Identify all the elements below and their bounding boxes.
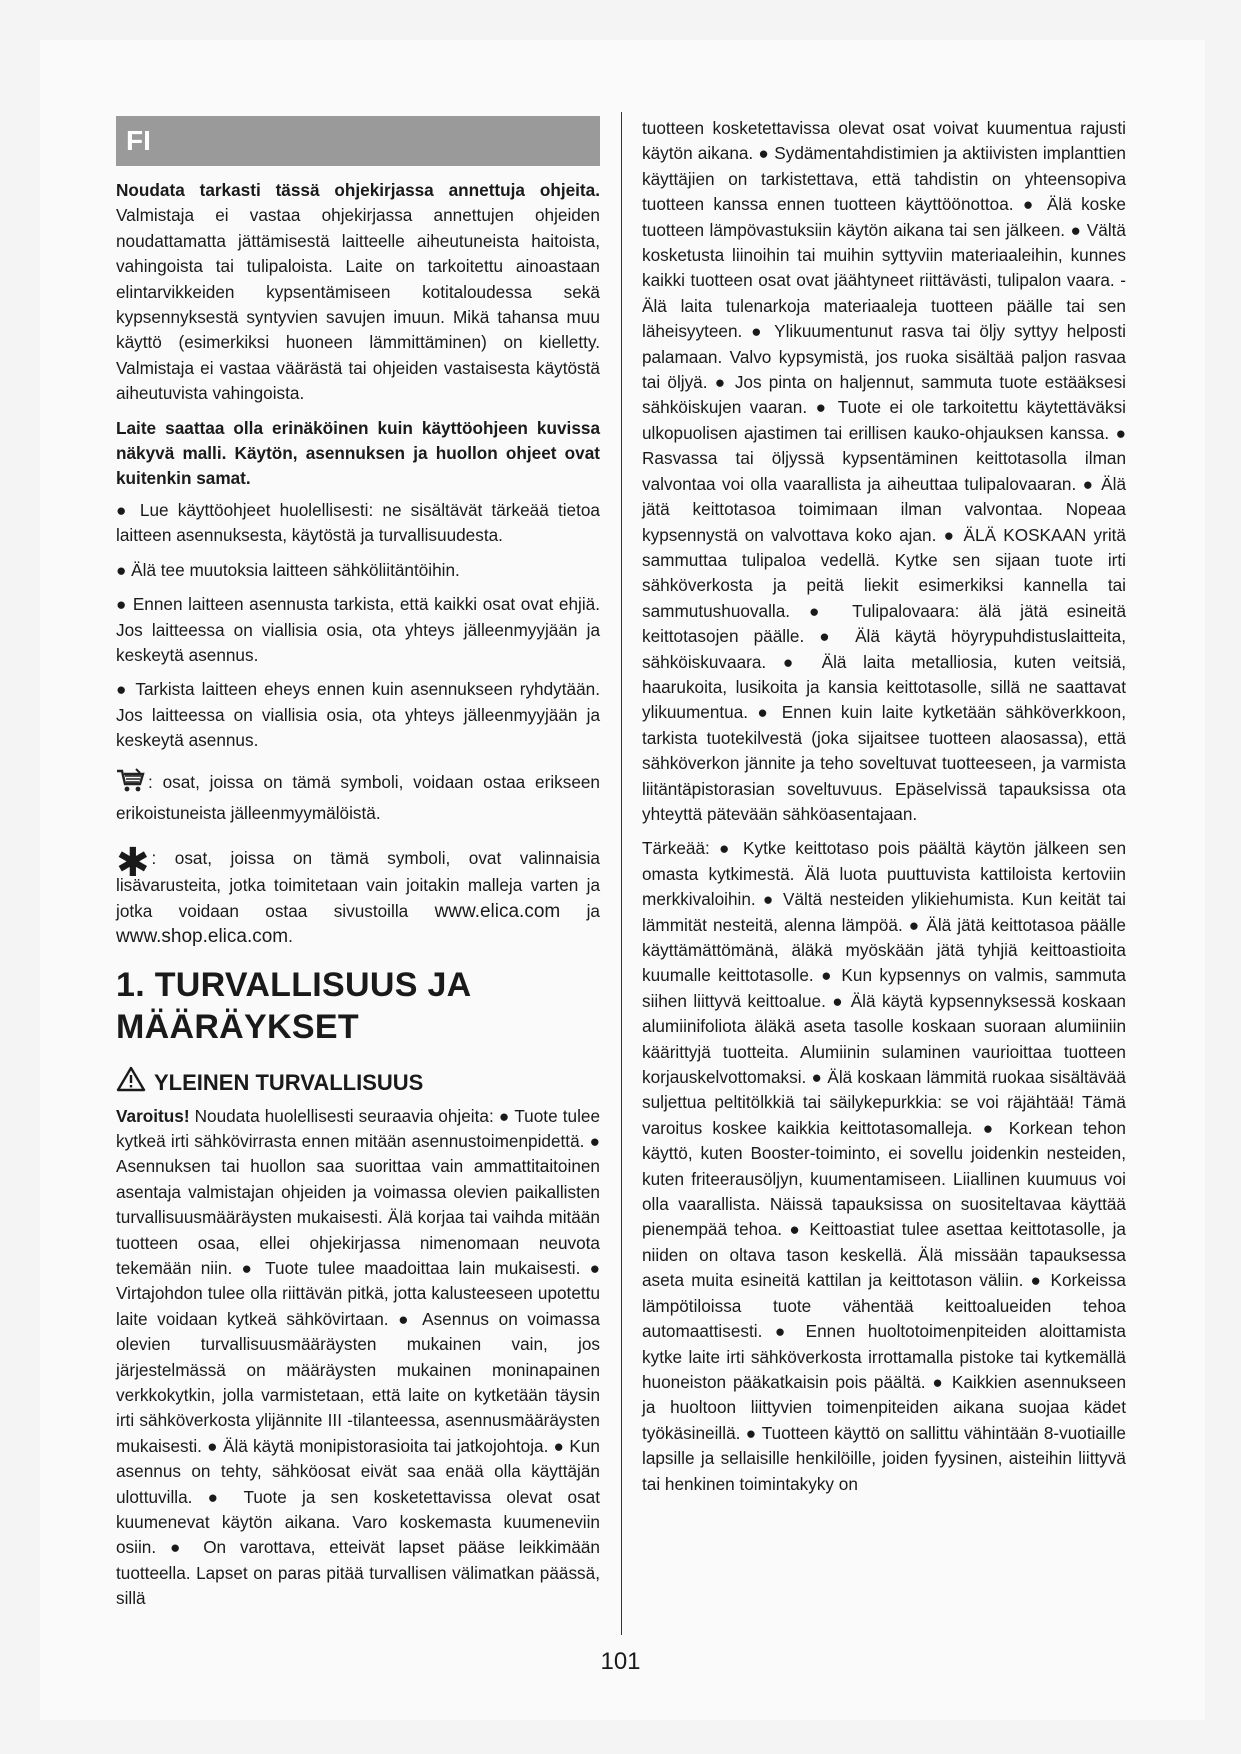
warning-paragraph: [116, 1104, 600, 1612]
intro-paragraph: [116, 178, 600, 407]
bullet-1: ● Lue käyttöohjeet huolellisesti: ne sisältävät tärkeää tietoa laitteen asennuksesta, käytöstä ja turvallisuudesta.: [116, 499, 600, 546]
elica-shop-link[interactable]: www.shop.elica.com: [116, 926, 289, 948]
section-title-line-2: MÄÄRÄYKSET: [116, 1007, 359, 1046]
bullet-4: ● Tarkista laitteen eheys ennen kuin asennukseen ryhdytään. Jos laitteessa on viallisia osia, ota yhteys jälleenmyyjään ja keskeytä asennus.: [116, 679, 600, 751]
warning-text: Noudata huolellisesti seuraavia ohjeita: ● Tuote tulee kytkeä irti sähkövirrasta ennen mitään asennustoimenpidettä. ● Asennuksen tai huollon saa suorittaa vain ammattitaitoinen asentaja valmistajan ohjeiden ja voimassa olevien paikallisten turvallisuusmääräysten mukaisesti. Älä korjaa tai vaihda mitään tuotteen osaa, ellei ohjekirjassa nimenomaan neuvota tekemään niin. ● Tuote tulee maadoittaa lain mukaisesti. ● Virtajohdon tulee olla riittävän pitkä, jotta kalusteeseen upotettu laite voidaan kytkeä sähkövirtaan. ● Asennus on voimassa olevien turvallisuusmääräysten mukainen vain, jos järjestelmässä on määräysten mukainen moninapainen verkkokytkin, jolla varmistetaan, että laite on kytketään täysin irti sähköverkosta ylijännite III -tilanteessa, asennusmääräysten mukaisesti. ● Älä käytä monipistorasioita tai jatkojohtoja. ● Kun asennus on tehty, sähköosat eivät saa enää olla käyttäjän ulottuvilla. ● Tuote ja sen kosketettavissa olevat osat kuumenevat käytön aikana. Varo koskemasta kuumeneviin osiin. ● On varottava, etteivät lapset pääse leikkimään tuotteella. Lapset on paras pitää turvallisen välimatkan päässä, sillä: [116, 1105, 600, 1609]
bullet-3: ● Ennen laitteen asennusta tarkista, että kaikki osat ovat ehjiä. Jos laitteessa on viallisia osia, ota yhteys jälleenmyyjään ja keskeytä asennus.: [116, 594, 600, 665]
elica-link[interactable]: www.elica.com: [434, 900, 561, 922]
section-title: [116, 964, 600, 1048]
intro-text: Valmistaja ei vastaa ohjekirjassa annettujen ohjeiden noudattamatta jättämisestä laitteelle aiheutuneista haitoista, vahingoista tai tulipaloista. Laite on tarkoitettu ainoastaan elintarvikkeiden kypsentämiseen kotitaloudessa sekä kypsennyksestä syntyvien savujen imuun. Mikä tahansa muu käyttö (esimerkiksi huoneen lämmittäminen) on kielletty. Valmistaja ei vastaa väärästä tai ohjeiden vastaisesta käytöstä aiheutuvista vahingoista.: [116, 205, 600, 404]
language-bar: FI: [116, 116, 600, 166]
page-number: 101: [600, 1648, 641, 1675]
asterisk-icon: ✱: [116, 841, 150, 886]
right-paragraph-1: tuotteen kosketettavissa olevat osat voivat kuumentua rajusti käytön aikana. ● Sydämentahdistimien ja aktiivisten implanttien käyttäjien on tarkistettava, että tahdistin on yhteensopiva tuotteen kanssa ennen tuotteen käyttöönottoa. ● Älä koske tuotteen lämpövastuksiin käytön aikana tai sen jälkeen. ● Vältä kosketusta liinoihin tai muihin syttyviin materiaaleihin, kunnes kaikki tuotteen osat ovat jäähtyneet riittävästi, tulipalon vaara. - Älä laita tulenarkoja materiaaleja tuotteen päälle tai sen läheisyyteen. ● Ylikuumentunut rasva tai öljy syttyy helposti palamaan. Valvo kypsymistä, jos ruoka sisältää paljon rasvaa tai öljyä. ● Jos pinta on haljennut, sammuta tuote estääksesi sähköiskujen vaaran. ● Tuote ei ole tarkoitettu käytettäväksi ulkopuolisen ajastimen tai erillisen kauko-ohjauksen kanssa. ● Rasvassa tai öljyssä kypsentäminen keittotasolla ilman valvontaa voi olla vaarallista ja aiheuttaa tulipalovaaran. ● Älä jätä keittotasoa toimimaan ilman valvontaa. Nopeaa kypsennystä on valvottava koko ajan. ● ÄLÄ KOSKAAN yritä sammuttaa tulipaloa vedellä. Kytke sen sijaan tuote irti sähköverkosta ja peitä liekit esimerkiksi kannella tai sammutushuovalla. ● Tulipalovaara: älä jätä esineitä keittotasojen päälle. ● Älä käytä höyrypuhdistuslaitteita, sähköiskuvaara. ● Älä laita metalliosia, kuten veitsiä, haarukoita, lusikoita ja kansia keittotasolle, sillä ne saattavat ylikuumentua. ● Ennen kuin laite kytketään sähköverkkoon, tarkista tuotekilvestä (joka sijaitsee tuotteen alaosassa), että sähköverkon jännite ja teho soveltuvat tuotteeseen, ja varmista liitäntäpistorasian soveltuvuus. Epäselvissä tapauksissa ota yhteyttä pätevään sähköasentajaan.: [642, 118, 1126, 824]
star-symbol-note: [116, 841, 600, 949]
column-divider: [621, 112, 622, 1635]
section-title-line-1: 1. TURVALLISUUS JA: [116, 965, 472, 1004]
subsection-label: YLEINEN TURVALLISUUS: [154, 1069, 424, 1095]
bullet-2: ● Älä tee muutoksia laitteen sähköliitäntöihin.: [116, 559, 460, 580]
cart-symbol-note: [116, 768, 600, 827]
and-text: ja: [560, 900, 600, 921]
right-column: [642, 116, 1126, 1506]
warning-label: Varoitus!: [116, 1105, 190, 1126]
intro-bold: Noudata tarkasti tässä ohjekirjassa annettuja ohjeita.: [116, 180, 600, 200]
shopping-cart-icon: [116, 768, 146, 801]
star-note-text: : osat, joissa on tämä symboli, ovat valinnaisia lisävarusteita, jotka toimitetaan vain joitakin malleja varten ja jotka voidaan ostaa sivustoilla: [116, 848, 600, 921]
warning-triangle-icon: [116, 1066, 146, 1100]
subsection-title: [116, 1066, 600, 1100]
models-note: Laite saattaa olla erinäköinen kuin käyttöohjeen kuvissa näkyvä malli. Käytön, asennuksen ja huollon ohjeet ovat kuitenkin samat.: [116, 417, 600, 489]
cart-note-text: : osat, joissa on tämä symboli, voidaan ostaa erikseen erikoistuneista jälleenmyymälöistä.: [116, 771, 600, 823]
left-column: [116, 116, 600, 1621]
period: .: [288, 926, 293, 947]
right-paragraph-2: Tärkeää: ● Kytke keittotaso pois päältä käytön jälkeen sen omasta kytkimestä. Älä luota puuttuvista kattiloista kertoviin merkkivaloihin. ● Vältä nesteiden ylikiehumista. Kun keität tai lämmität nesteitä, alenna lämpöä. ● Älä jätä keittotasoa päälle käyttämättömänä, äläkä myöskään jätä tyhjiä keittoastioita kuumalle keittotasolle. ● Kun kypsennys on valmis, sammuta siihen liittyvä keittoalue. ● Älä käytä kypsennyksessä koskaan alumiinifoliota äläkä aseta tasolle koskaan suoraan alumiiniin käärittyjä tuotteita. Alumiinin sulaminen vaurioittaa tuotteen korjauskelvottomaksi. ● Älä koskaan lämmitä ruokaa sisältävää suljettua peltitölkkiä tai säilykepurkkia: se voi räjähtää! Tämä varoitus koskee kaikkia keittotasomalleja. ● Korkean tehon käyttö, kuten Booster-toiminto, ei sovellu joidenkin nesteiden, kuten friteerausöljyn, kuumentamiseen. Liiallinen kuumuus voi olla vaarallista. Näissä tapauksissa on suositeltavaa käyttää pienempää tehoa. ● Keittoastiat tulee asettaa keittotasolle, ja niiden on oltava tason keskellä. Älä missään tapauksessa aseta muita esineitä kattilan ja keittotason väliin. ● Korkeissa lämpötiloissa tuote vähentää keittoalueiden tehoa automaattisesti. ● Ennen huoltotoimenpiteiden aloittamista kytke laite irti sähköverkosta irrottamalla pistoke tai kytkemällä huoneiston pääkatkaisin pois päältä. ● Kaikkien asennukseen ja huoltoon liittyvien toimenpiteiden aikana suojaa kädet työkäsineillä. ● Tuotteen käyttö on sallittu vähintään 8-vuotiaille lapsille ja sellaisille henkilöille, joiden fyysinen, aisteihin liittyvä tai henkinen toimintakyky on: [642, 838, 1126, 1494]
